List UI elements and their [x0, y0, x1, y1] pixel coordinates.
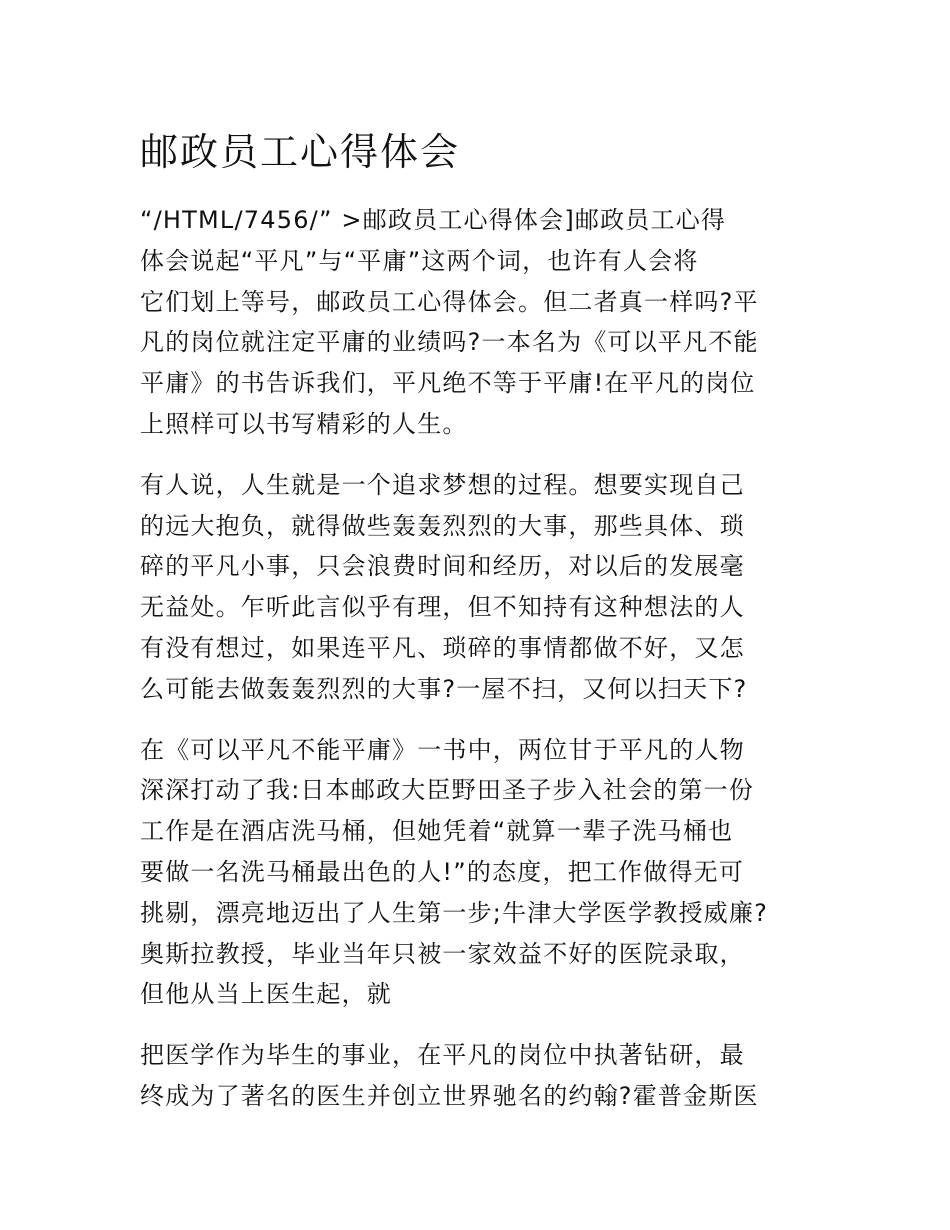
text-line: 奥斯拉教授，毕业当年只被一家效益不好的医院录取， — [140, 939, 745, 968]
text-line: 有人说，人生就是一个追求梦想的过程。想要实现自己 — [140, 470, 745, 499]
text-line: 上照样可以书写精彩的人生。 — [140, 409, 468, 438]
text-line: 碎的平凡小事，只会浪费时间和经历，对以后的发展毫 — [140, 552, 745, 581]
text-line: 么可能去做轰轰烈烈的大事?一屋不扫，又何以扫天下? — [140, 674, 748, 703]
text-line: 要做一名洗马桶最出色的人!”的态度，把工作做得无可 — [140, 857, 745, 886]
text-line: 体会说起“平凡”与“平庸”这两个词，也许有人会将 — [140, 246, 699, 275]
text-line: 它们划上等号，邮政员工心得体会。但二者真一样吗?平 — [140, 287, 759, 316]
text-line: 把医学作为毕生的事业，在平凡的岗位中执著钻研，最 — [140, 1041, 745, 1070]
paragraph-1 — [140, 200, 820, 445]
text-line: 挑剔，漂亮地迈出了人生第一步;牛津大学医学教授威廉? — [140, 898, 769, 927]
text-line: 深深打动了我:日本邮政大臣野田圣子步入社会的第一份 — [140, 776, 755, 805]
text-line: 工作是在酒店洗马桶，但她凭着“就算一辈子洗马桶也 — [140, 817, 734, 846]
document-body — [140, 200, 820, 1137]
text-line: 凡的岗位就注定平庸的业绩吗?一本名为《可以平凡不能 — [140, 328, 759, 357]
text-line: 但他从当上医生起，就 — [140, 980, 392, 1009]
text-line: 的远大抱负，就得做些轰轰烈烈的大事，那些具体、琐 — [140, 511, 745, 540]
text-line: 平庸》的书告诉我们，平凡绝不等于平庸!在平凡的岗位 — [140, 369, 756, 398]
paragraph-2 — [140, 465, 820, 710]
text-line: 在《可以平凡不能平庸》一书中，两位甘于平凡的人物 — [140, 735, 745, 764]
paragraph-3 — [140, 730, 820, 1016]
text-line: 终成为了著名的医生并创立世界驰名的约翰?霍普金斯医 — [140, 1081, 759, 1110]
text-line: “/HTML/7456/” >邮政员工心得体会]邮政员工心得 — [140, 206, 727, 234]
text-line: 有没有想过，如果连平凡、琐碎的事情都做不好，又怎 — [140, 633, 745, 662]
paragraph-4 — [140, 1035, 820, 1117]
text-line: 无益处。乍听此言似乎有理，但不知持有这种想法的人 — [140, 593, 745, 622]
document-title: 邮政员工心得体会 — [140, 130, 461, 174]
